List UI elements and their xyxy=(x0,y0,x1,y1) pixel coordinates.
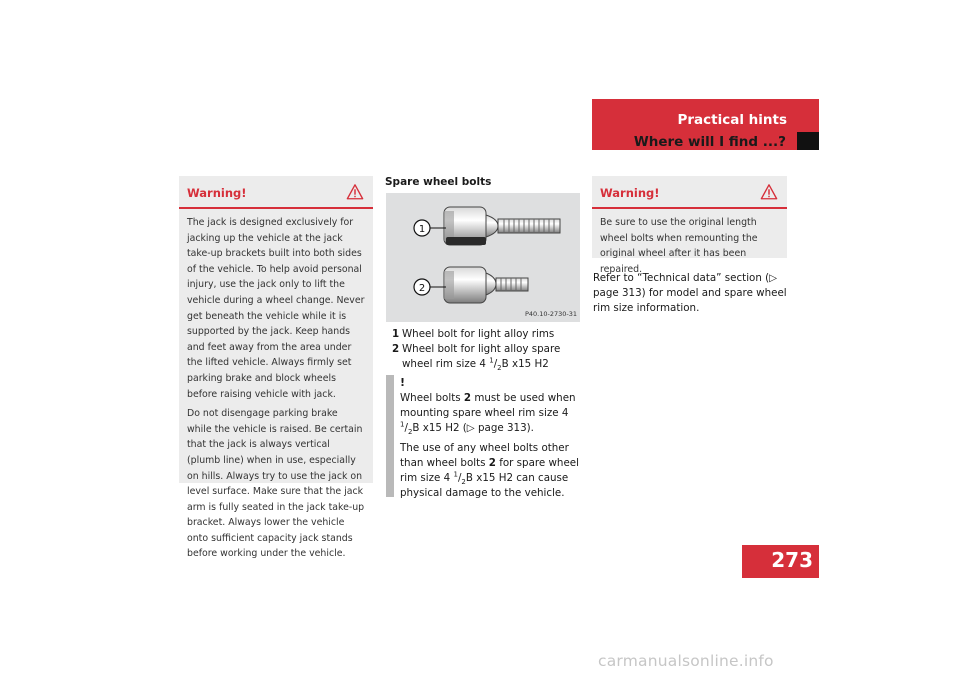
wheel-bolt-2 xyxy=(444,267,528,303)
warning-title: Warning! xyxy=(187,186,247,200)
legend-number: 2 xyxy=(392,343,400,355)
note-paragraph: Wheel bolts 2 must be used when mounting spare wheel rim size 4 $^1/_2B$ x15 H2 (▷ page 313). xyxy=(400,392,576,437)
legend-text: Wheel bolt for light alloy spare wheel rim size 4 $^1/_2B$ x15 H2 xyxy=(402,343,561,373)
wheel-bolts-drawing xyxy=(386,193,580,322)
wheel-bolts-illustration xyxy=(386,193,580,322)
note-paragraph: The use of any wheel bolts other than wheel bolts 2 for spare wheel rim size 4 $^1/_2B$ x15 H2 can cause physical damage to the vehicle. xyxy=(400,442,579,499)
warning-header xyxy=(179,176,373,209)
spare-wheel-bolts-heading: Spare wheel bolts xyxy=(385,176,492,188)
warning-header xyxy=(592,176,787,209)
warning-body xyxy=(179,209,373,562)
legend-number: 1 xyxy=(392,328,400,340)
note-exclamation-icon: ! xyxy=(400,376,406,389)
legend-item xyxy=(392,342,582,372)
warning-paragraph: Be sure to use the original length wheel bolts when remounting the original wheel after it has been repaired. xyxy=(600,217,758,275)
wheel-bolt-1 xyxy=(444,207,560,245)
warning-body xyxy=(592,209,787,277)
subsection-title: Where will I find ...? xyxy=(633,134,786,150)
figure-code: P40.10-2730-31 xyxy=(524,310,577,318)
technical-data-reference: Refer to “Technical data” section (▷ page 313) for model and spare wheel rim size information. xyxy=(593,272,787,315)
callout-2-label: 2 xyxy=(418,283,426,294)
warning-box-jack xyxy=(179,176,373,560)
callout-1-label: 1 xyxy=(418,224,426,235)
header-tab-marker xyxy=(797,132,819,150)
figure-legend xyxy=(392,327,582,372)
warning-title: Warning! xyxy=(600,186,660,200)
warning-paragraph: Do not disengage parking brake while the vehicle is raised. Be certain that the jack is always vertical (plumb line) when in use, especially on hills. Always try to use the jack on level surface. Make sure that the jack arm is fully seated in the jack take-up bracket. Always lower the vehicle onto sufficient capacity jack stands before working under the vehicle. xyxy=(187,408,365,560)
section-title: Practical hints xyxy=(677,112,787,128)
warning-box-wheel-bolts xyxy=(592,176,787,275)
watermark: carmanualsonline.info xyxy=(598,652,774,670)
page-number: 273 xyxy=(742,545,819,578)
warning-triangle-icon xyxy=(346,183,364,201)
callout-1 xyxy=(414,220,446,236)
caution-note xyxy=(386,375,582,497)
legend-item xyxy=(392,327,582,342)
warning-paragraph: The jack is designed exclusively for jacking up the vehicle at the jack take-up brackets built into both sides of the vehicle. To help avoid personal injury, use the jack only to lift the vehicle during a wheel change. Never get beneath the vehicle while it is supported by the jack. Keep hands and feet away from the area under the lifted vehicle. Always firmly set parking brake and block wheels before raising vehicle with jack. xyxy=(187,217,365,400)
legend-text: Wheel bolt for light alloy rims xyxy=(402,328,555,340)
callout-2 xyxy=(414,279,446,295)
warning-triangle-icon xyxy=(760,183,778,201)
